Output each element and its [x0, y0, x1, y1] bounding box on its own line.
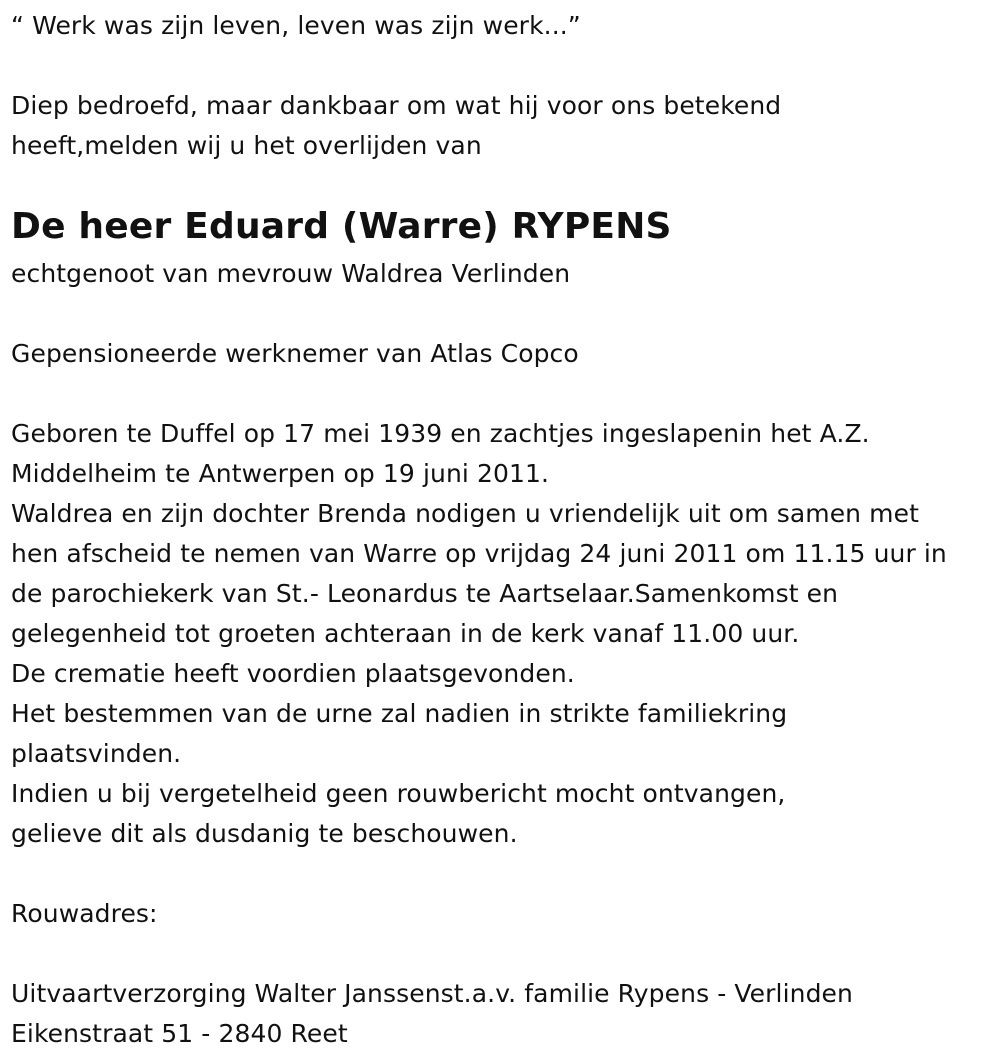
deceased-name: De heer Eduard (Warre) RYPENS [11, 206, 672, 247]
body-line-4: hen afscheid te nemen van Warre op vrijdag 24 juni 2011 om 11.15 uur in [11, 539, 947, 568]
body-line-3: Waldrea en zijn dochter Brenda nodigen u vriendelijk uit om samen met [11, 499, 919, 528]
quote-text: “ Werk was zijn leven, leven was zijn werk...” [11, 11, 581, 40]
body-line-2: Middelheim te Antwerpen op 19 juni 2011. [11, 459, 550, 488]
body-line-10: Indien u bij vergetelheid geen rouwbericht mocht ontvangen, [11, 779, 786, 808]
body-line-11: gelieve dit als dusdanig te beschouwen. [11, 819, 518, 848]
address-label: Rouwadres: [11, 899, 158, 928]
intro-line-1: Diep bedroefd, maar dankbaar om wat hij voor ons betekend [11, 91, 782, 120]
spouse-line: echtgenoot van mevrouw Waldrea Verlinden [11, 259, 571, 288]
body-line-8: Het bestemmen van de urne zal nadien in strikte familiekring [11, 699, 788, 728]
body-line-9: plaatsvinden. [11, 739, 182, 768]
body-line-6: gelegenheid tot groeten achteraan in de kerk vanaf 11.00 uur. [11, 619, 800, 648]
intro-line-2: heeft,melden wij u het overlijden van [11, 131, 482, 160]
body-line-1: Geboren te Duffel op 17 mei 1939 en zachtjes ingeslapenin het A.Z. [11, 419, 870, 448]
address-line-1: Uitvaartverzorging Walter Janssenst.a.v. familie Rypens - Verlinden [11, 979, 853, 1008]
address-line-2: Eikenstraat 51 - 2840 Reet [11, 1019, 348, 1048]
occupation-line: Gepensioneerde werknemer van Atlas Copco [11, 339, 579, 368]
body-line-7: De crematie heeft voordien plaatsgevonden. [11, 659, 575, 688]
body-line-5: de parochiekerk van St.- Leonardus te Aartselaar.Samenkomst en [11, 579, 839, 608]
